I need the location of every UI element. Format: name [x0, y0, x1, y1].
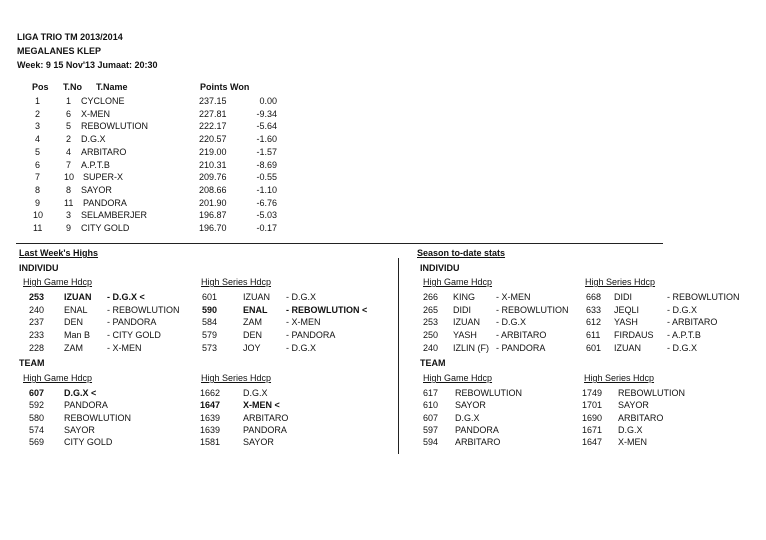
bowler-name: YASH	[614, 317, 638, 328]
standings-tno: 9	[66, 223, 72, 233]
standings-won: -1.57	[256, 146, 277, 157]
last-week-title: Last Week's Highs	[19, 248, 99, 258]
column-divider	[398, 258, 399, 454]
bowler-name: Man B	[64, 330, 91, 341]
last-week-team: TEAM	[19, 358, 45, 368]
bowler-name: DIDI	[453, 304, 471, 315]
standings-points: 201.90	[199, 197, 227, 208]
team-name: - D.G.X	[667, 342, 698, 353]
standings-won: -5.03	[256, 210, 277, 221]
standings-won: -0.17	[256, 223, 277, 233]
team-name: ARBITARO	[618, 412, 664, 423]
bowler-name: KING	[453, 292, 476, 302]
bowler-name: ZAM	[243, 317, 262, 328]
standings-won: -9.34	[256, 108, 277, 119]
score: 1647	[200, 400, 221, 411]
ss-team-game-title: High Game Hdcp	[423, 373, 493, 383]
score: 569	[29, 437, 45, 448]
col-tname: T.Name	[96, 82, 128, 92]
standings-points: 220.57	[199, 134, 227, 145]
team-name: PANDORA	[455, 424, 499, 435]
standings-team-name: SUPER-X	[83, 172, 124, 183]
standings-pos: 1	[35, 96, 41, 106]
score: 1647	[582, 437, 603, 448]
score: 233	[29, 330, 45, 341]
standings-won: -6.76	[256, 197, 277, 208]
standings-pos: 10	[33, 210, 44, 221]
standings-points: 237.15	[199, 96, 227, 106]
standings-pos: 11	[33, 223, 43, 233]
score: 265	[423, 304, 439, 315]
standings-pos: 9	[35, 197, 41, 208]
standings-team-name: A.P.T.B	[81, 159, 110, 170]
standings-tno: 1	[66, 96, 72, 106]
score: 253	[29, 292, 45, 302]
standings-points: 209.76	[199, 172, 227, 183]
team-name: - D.G.X <	[107, 292, 145, 302]
team-name: REBOWLUTION	[455, 388, 523, 398]
score: 253	[423, 317, 439, 328]
col-pos: Pos	[32, 82, 49, 92]
score: 1671	[582, 424, 603, 435]
team-name: REBOWLUTION	[64, 412, 132, 423]
bowler-name: JOY	[243, 342, 261, 353]
score: 240	[29, 304, 45, 315]
standings-tno: 8	[66, 184, 72, 195]
standings-team-name: CYCLONE	[81, 96, 125, 106]
team-name: - X-MEN	[286, 317, 321, 328]
team-name: - REBOWLUTION	[667, 292, 740, 302]
standings-points: 219.00	[199, 146, 227, 157]
score: 611	[586, 330, 601, 341]
team-name: - D.G.X	[286, 342, 317, 353]
bowler-name: ENAL	[64, 304, 88, 315]
standings-pos: 6	[35, 159, 41, 170]
standings-pos: 5	[35, 146, 41, 157]
league-title: LIGA TRIO TM 2013/2014	[17, 32, 123, 42]
bowler-name: IZUAN	[453, 317, 480, 328]
team-name: - REBOWLUTION	[496, 304, 569, 315]
team-name: - D.G.X	[667, 304, 698, 315]
score: 1690	[582, 412, 603, 423]
score: 580	[29, 412, 45, 423]
standings-tno: 7	[66, 159, 72, 170]
standings-tno: 3	[66, 210, 72, 221]
standings-pos: 3	[35, 121, 41, 132]
standings-points: 208.66	[199, 184, 227, 195]
ss-ind-game-title: High Game Hdcp	[423, 277, 493, 287]
standings-points: 222.17	[199, 121, 227, 132]
standings-won: -8.69	[256, 159, 277, 170]
standings-won: -1.10	[256, 184, 277, 195]
score: 607	[29, 388, 45, 398]
score: 668	[586, 292, 602, 302]
score: 266	[423, 292, 439, 302]
team-name: - PANDORA	[496, 342, 546, 353]
season-team: TEAM	[420, 358, 446, 368]
lw-team-game-title: High Game Hdcp	[23, 373, 93, 383]
team-name: X-MEN	[618, 437, 647, 448]
standings-team-name: D.G.X	[81, 134, 106, 145]
standings-team-name: REBOWLUTION	[81, 121, 149, 132]
col-points: Points Won	[200, 82, 250, 92]
venue-title: MEGALANES KLEP	[17, 46, 102, 56]
standings-points: 210.31	[199, 159, 227, 170]
score: 1662	[200, 388, 221, 398]
standings-team-name: ARBITARO	[81, 146, 127, 157]
score: 573	[202, 342, 218, 353]
score: 584	[202, 317, 218, 328]
score: 579	[202, 330, 218, 341]
standings-points: 196.87	[199, 210, 227, 221]
bowler-name: JEQLI	[614, 304, 640, 315]
team-name: - CITY GOLD	[107, 330, 161, 341]
bowler-name: ENAL	[243, 304, 268, 315]
team-name: ARBITARO	[243, 412, 289, 423]
bowler-name: ZAM	[64, 342, 83, 353]
ss-ind-series-title: High Series Hdcp	[585, 277, 656, 287]
team-name: D.G.X <	[64, 388, 97, 398]
standings-tno: 10	[64, 172, 75, 183]
col-tno: T.No	[63, 82, 82, 92]
score: 1581	[200, 437, 221, 448]
team-name: - PANDORA	[286, 330, 336, 341]
lw-ind-series-title: High Series Hdcp	[201, 277, 272, 287]
team-name: - ARBITARO	[667, 317, 718, 328]
standings-tno: 11	[64, 197, 74, 208]
ss-team-series-title: High Series Hdcp	[584, 373, 655, 383]
bowler-name: YASH	[453, 330, 477, 341]
standings-team-name: CITY GOLD	[81, 223, 130, 233]
standings-team-name: X-MEN	[81, 108, 110, 119]
score: 574	[29, 424, 45, 435]
team-name: PANDORA	[64, 400, 108, 411]
standings-tno: 4	[66, 146, 72, 157]
standings-team-name: PANDORA	[83, 197, 127, 208]
team-name: - X-MEN	[496, 292, 531, 302]
score: 601	[202, 292, 218, 302]
bowler-name: IZUAN	[243, 292, 270, 302]
team-name: D.G.X	[243, 388, 268, 398]
last-week-individu: INDIVIDU	[19, 263, 59, 273]
section-divider	[16, 243, 663, 244]
team-name: D.G.X	[455, 412, 480, 423]
bowler-name: DIDI	[614, 292, 632, 302]
team-name: X-MEN <	[243, 400, 280, 411]
team-name: - X-MEN	[107, 342, 142, 353]
team-name: - A.P.T.B	[667, 330, 701, 341]
team-name: - D.G.X	[496, 317, 527, 328]
score: 597	[423, 424, 439, 435]
score: 1749	[582, 388, 603, 398]
standings-tno: 5	[66, 121, 72, 132]
score: 1639	[200, 412, 221, 423]
standings-tno: 2	[66, 134, 72, 145]
week-line: Week: 9 15 Nov'13 Jumaat: 20:30	[17, 60, 158, 70]
team-name: - REBOWLUTION <	[286, 304, 368, 315]
team-name: REBOWLUTION	[618, 388, 686, 398]
score: 250	[423, 330, 439, 341]
team-name: CITY GOLD	[64, 437, 113, 448]
standings-pos: 4	[35, 134, 41, 145]
standings-points: 196.70	[199, 223, 227, 233]
standings-pos: 2	[35, 108, 41, 119]
standings-won: 0.00	[259, 96, 277, 106]
team-name: D.G.X	[618, 424, 643, 435]
score: 240	[423, 342, 439, 353]
lw-ind-game-title: High Game Hdcp	[23, 277, 93, 287]
score: 590	[202, 304, 218, 315]
standings-won: -5.64	[256, 121, 277, 132]
team-name: - ARBITARO	[496, 330, 547, 341]
score: 610	[423, 400, 439, 411]
team-name: PANDORA	[243, 424, 287, 435]
standings-team-name: SAYOR	[81, 184, 112, 195]
standings-pos: 7	[35, 172, 41, 183]
standings-pos: 8	[35, 184, 41, 195]
bowler-name: IZUAN	[614, 342, 641, 353]
team-name: - REBOWLUTION	[107, 304, 180, 315]
team-name: SAYOR	[455, 400, 486, 411]
standings-won: -0.55	[256, 172, 277, 183]
bowler-name: DEN	[64, 317, 84, 328]
score: 601	[586, 342, 602, 353]
standings-tno: 6	[66, 108, 72, 119]
season-individu: INDIVIDU	[420, 263, 460, 273]
score: 617	[423, 388, 439, 398]
score: 1701	[582, 400, 603, 411]
score: 594	[423, 437, 439, 448]
team-name: - PANDORA	[107, 317, 157, 328]
score: 612	[586, 317, 602, 328]
team-name: - D.G.X	[286, 292, 317, 302]
team-name: SAYOR	[64, 424, 95, 435]
score: 633	[586, 304, 602, 315]
team-name: SAYOR	[618, 400, 649, 411]
team-name: ARBITARO	[455, 437, 501, 448]
bowler-name: DEN	[243, 330, 263, 341]
bowler-name: FIRDAUS	[614, 330, 654, 341]
standings-points: 227.81	[199, 108, 227, 119]
score: 592	[29, 400, 45, 411]
standings-team-name: SELAMBERJER	[81, 210, 148, 221]
bowler-name: IZUAN	[64, 292, 92, 302]
standings-won: -1.60	[256, 134, 277, 145]
score: 1639	[200, 424, 221, 435]
score: 607	[423, 412, 439, 423]
bowler-name: IZLIN (F)	[453, 342, 489, 353]
lw-team-series-title: High Series Hdcp	[201, 373, 272, 383]
score: 228	[29, 342, 45, 353]
score: 237	[29, 317, 45, 328]
team-name: SAYOR	[243, 437, 274, 448]
season-title: Season to-date stats	[417, 248, 506, 258]
